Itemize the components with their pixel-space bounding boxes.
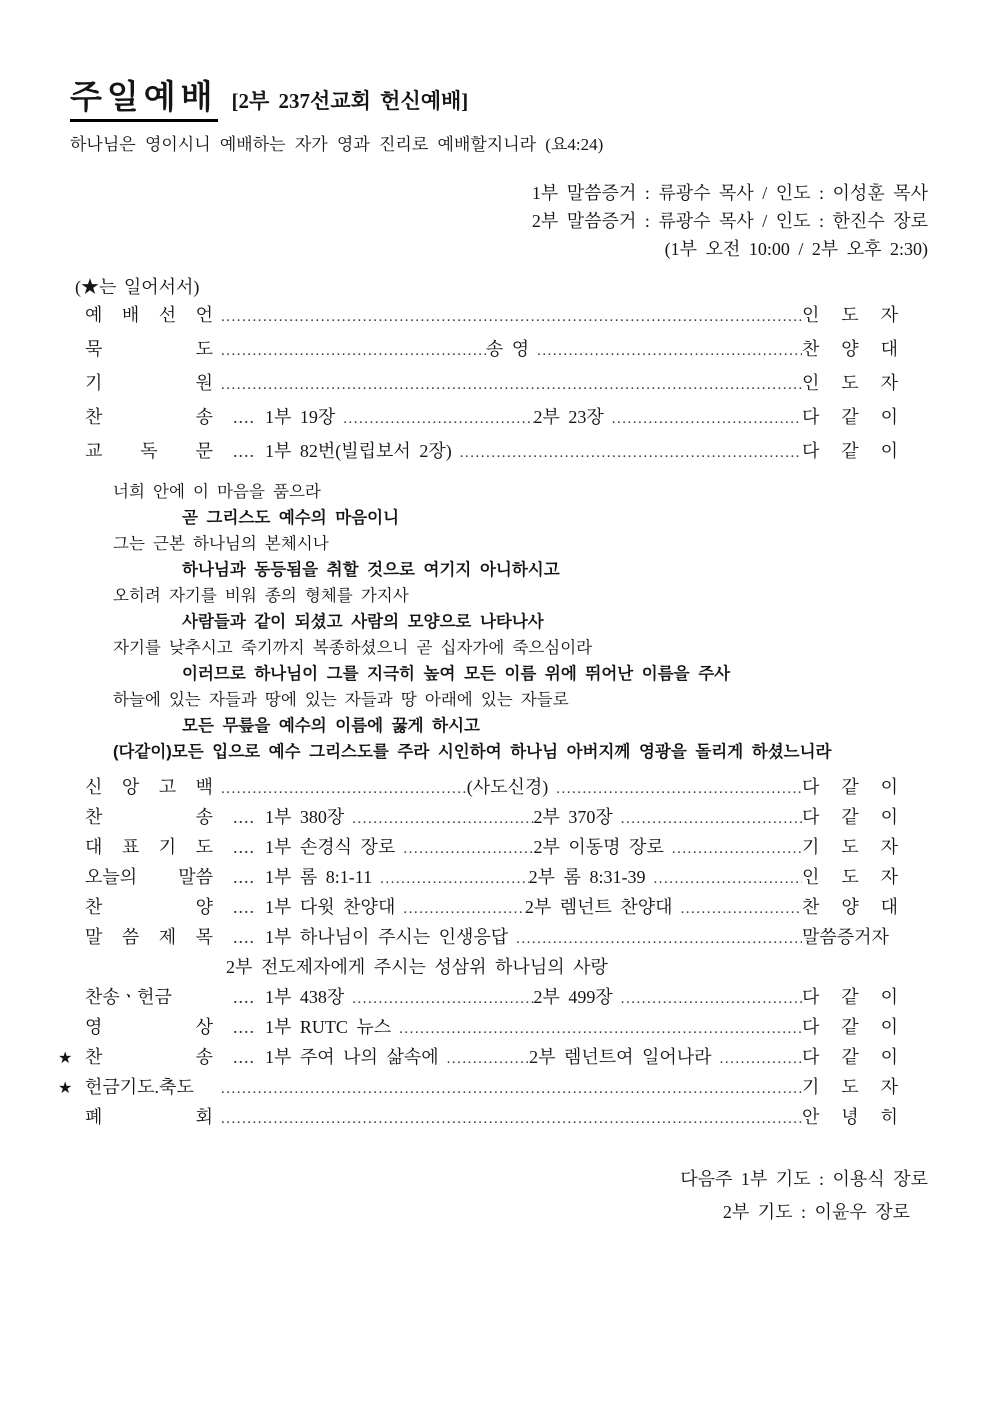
reading-line: 자기를 낮추시고 죽기까지 복종하셨으니 곧 십자가에 죽으심이라 [113, 637, 593, 657]
order-row-label: 찬 송 [85, 406, 213, 427]
reading-line: 곧 그리스도 예수의 마음이니 [182, 508, 400, 527]
order-row-label: 찬 송 [85, 806, 213, 827]
order-row [58, 301, 928, 335]
order-row-role: 다 같 이 [802, 1046, 899, 1067]
order-row [58, 833, 928, 863]
order-row-label: 대 표 기 도 [85, 836, 213, 857]
dotted-lead: .... [233, 806, 255, 827]
stand-note: (★는 일어서서) [75, 276, 200, 297]
order-row-role: 다 같 이 [802, 1016, 898, 1037]
reading-line: 이러므로 하나님이 그를 지극히 높여 모든 이름 위에 뛰어난 이름을 주사 [182, 664, 731, 683]
order-row-role: 기 도 자 [802, 1076, 898, 1097]
order-item: 송 영 [485, 338, 530, 359]
order-item: 1부 82번(빌립보서 2장) [265, 440, 452, 461]
reading-line: 하늘에 있는 자들과 땅에 있는 자들과 땅 아래에 있는 자들로 [113, 689, 569, 709]
next-week-line-1: 다음주 1부 기도 : 이용식 장로 [680, 1168, 928, 1189]
dotted-leader [213, 373, 802, 394]
order-row-role: 다 같 이 [802, 806, 898, 827]
order-row [58, 863, 928, 893]
order-row-label: 오늘의 말씀 [85, 866, 213, 887]
order-row [58, 773, 928, 803]
dotted-leader [213, 305, 802, 326]
dotted-lead: .... [233, 836, 255, 857]
dotted-lead: .... [233, 1046, 255, 1067]
dotted-leader [613, 987, 802, 1008]
dotted-lead: .... [233, 1016, 255, 1037]
dotted-leader [664, 837, 802, 858]
dotted-lead: .... [233, 986, 255, 1007]
verse-line: 하나님은 영이시니 예배하는 자가 영과 진리로 예배할지니라 (요4:24) [70, 134, 604, 154]
service-times: (1부 오전 10:00 / 2부 오후 2:30) [664, 238, 928, 259]
dotted-leader [395, 897, 524, 918]
dotted-lead: .... [233, 926, 255, 947]
order-row [58, 1043, 928, 1073]
service-leaders [70, 179, 928, 263]
order-row-label: 신 앙 고 백 [85, 776, 213, 797]
dotted-leader [452, 441, 802, 462]
reading-line: 사람들과 같이 되셨고 사람의 모양으로 나타나사 [182, 612, 544, 631]
order-item: 2부 렘넌트 찬양대 [524, 896, 673, 917]
responsive-reading [70, 479, 928, 765]
leader-line-1: 1부 말씀증거 : 류광수 목사 / 인도 : 이성훈 목사 [531, 182, 928, 203]
dotted-leader [344, 807, 533, 828]
dotted-leader [213, 777, 467, 798]
order-row-label: 폐 회 [85, 1106, 213, 1127]
dotted-leader [712, 1047, 802, 1068]
order-item: 1부 주여 나의 삶속에 [265, 1046, 439, 1067]
dotted-leader [604, 407, 802, 428]
dotted-lead: .... [233, 866, 255, 887]
order-row-role: 안 녕 히 [802, 1106, 898, 1127]
star-mark: ★ [58, 1049, 73, 1067]
order-row [58, 1103, 928, 1133]
star-mark: ★ [58, 1079, 73, 1097]
order-row-label: 교 독 문 [85, 440, 213, 461]
order-row-role: 다 같 이 [802, 440, 898, 461]
order-item: 1부 롬 8:1-11 [265, 866, 373, 887]
order-row-role: 인 도 자 [802, 866, 899, 887]
dotted-leader [439, 1047, 529, 1068]
order-top [58, 301, 928, 471]
dotted-leader [395, 837, 533, 858]
order-row-label: 찬 송 [85, 1046, 213, 1067]
order-row-role: 인 도 자 [802, 304, 898, 325]
order-row-continuation: 2부 전도제자에게 주시는 성삼위 하나님의 사랑 [226, 956, 608, 977]
order-row-label: 예 배 선 언 [85, 304, 213, 325]
order-row-role: 다 같 이 [802, 986, 898, 1007]
dotted-leader [213, 1077, 802, 1098]
order-item: 2부 롬 8:31-39 [528, 866, 646, 887]
reading-line: 그는 근본 하나님의 본체시나 [113, 533, 329, 553]
dotted-leader [213, 339, 486, 360]
order-item: (사도신경) [466, 776, 549, 797]
dotted-leader [613, 807, 802, 828]
order-row-label: 헌금기도.축도 [85, 1076, 194, 1097]
order-item: 2부 렘넌트여 일어나라 [529, 1046, 712, 1067]
order-row [58, 335, 928, 369]
order-row-label: 묵 도 [85, 338, 213, 359]
reading-line: 하나님과 동등됨을 취할 것으로 여기지 아니하시고 [182, 560, 560, 579]
dotted-lead: .... [233, 440, 255, 461]
dotted-leader [645, 867, 802, 888]
page-title-suffix: [2부 237선교회 헌신예배] [231, 89, 469, 113]
dotted-leader [335, 407, 533, 428]
order-row-role: 기 도 자 [802, 836, 898, 857]
title-line [70, 80, 928, 122]
order-row [58, 1073, 928, 1103]
order-item: 1부 19장 [265, 406, 336, 427]
dotted-leader [344, 987, 533, 1008]
order-row [58, 893, 928, 923]
order-row-label: 기 원 [85, 372, 213, 393]
order-item: 2부 이동명 장로 [533, 836, 664, 857]
order-row-role: 다 같 이 [802, 406, 898, 427]
order-row-role: 찬 양 대 [802, 896, 899, 917]
order-item: 1부 손경식 장로 [265, 836, 396, 857]
order-row-role: 찬 양 대 [802, 338, 898, 359]
dotted-leader [673, 897, 802, 918]
order-row-label: 영 상 [85, 1016, 213, 1037]
order-row [58, 403, 928, 437]
dotted-leader [213, 1107, 802, 1128]
order-item: 2부 23장 [533, 406, 604, 427]
order-row [58, 803, 928, 833]
order-row-label: 찬 양 [85, 896, 213, 917]
order-item: 1부 438장 [265, 986, 345, 1007]
order-row-role: 말씀증거자 [802, 926, 889, 947]
order-row [58, 983, 928, 1013]
leader-line-2: 2부 말씀증거 : 류광수 목사 / 인도 : 한진수 장로 [531, 210, 928, 231]
order-item: 1부 하나님이 주시는 인생응답 [265, 926, 509, 947]
order-row [58, 437, 928, 471]
dotted-leader [508, 927, 802, 948]
order-row-role: 다 같 이 [802, 776, 899, 797]
reading-line: 모든 무릎을 예수의 이름에 꿇게 하시고 [182, 716, 480, 735]
next-week-prayer [70, 1163, 928, 1229]
dotted-leader [529, 339, 802, 360]
dotted-leader [372, 867, 529, 888]
page-title: 주일예배 [70, 80, 218, 122]
order-row [58, 1013, 928, 1043]
dotted-leader [548, 777, 802, 798]
dotted-lead: .... [233, 406, 255, 427]
order-row-label: 찬송ㆍ헌금 [85, 986, 172, 1007]
order-item: 1부 380장 [265, 806, 345, 827]
dotted-lead: .... [233, 896, 255, 917]
reading-line: (다같이)모든 입으로 예수 그리스도를 주라 시인하여 하나님 아버지께 영광을 돌리게 하셨느니라 [113, 742, 832, 761]
next-week-line-2: 2부 기도 : 이윤우 장로 [722, 1201, 910, 1222]
dotted-leader [391, 1017, 802, 1038]
order-row-role: 인 도 자 [802, 372, 898, 393]
order-item: 1부 다윗 찬양대 [265, 896, 396, 917]
order-item: 1부 RUTC 뉴스 [265, 1016, 392, 1037]
order-item: 2부 499장 [533, 986, 613, 1007]
order-row [58, 369, 928, 403]
order-item: 2부 370장 [533, 806, 613, 827]
order-row-label: 말 씀 제 목 [85, 926, 213, 947]
reading-line: 오히려 자기를 비워 종의 형체를 가지사 [113, 585, 409, 605]
order-bottom [58, 773, 928, 1133]
order-row [58, 923, 928, 953]
reading-line: 너희 안에 이 마음을 품으라 [113, 481, 321, 501]
